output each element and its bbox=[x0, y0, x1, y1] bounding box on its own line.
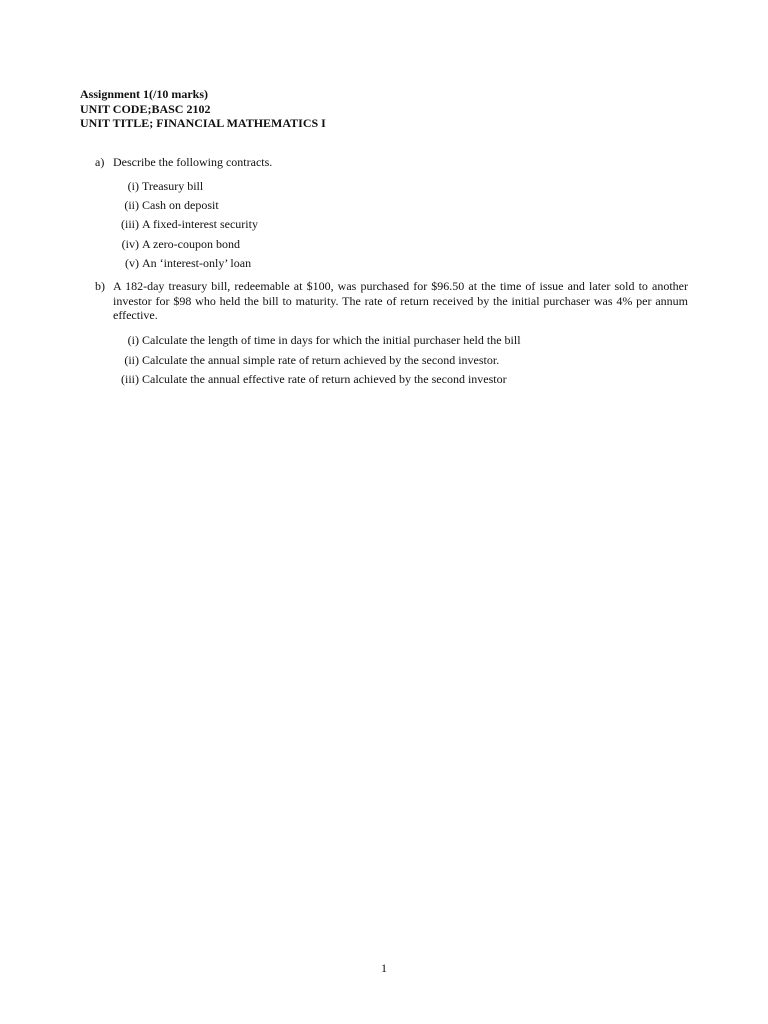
question-a bbox=[95, 155, 688, 170]
item-number: (ii) bbox=[124, 198, 139, 212]
item-number: (i) bbox=[127, 333, 139, 347]
question-a-item bbox=[113, 198, 219, 213]
item-text: Cash on deposit bbox=[142, 198, 219, 212]
question-b-text: A 182-day treasury bill, redeemable at $100, was purchased for $96.50 at the time of issue and later sold to another investor for $98 who held the bill to maturity. The rate of return received by the initial purchaser was 4% per annum effective. bbox=[113, 279, 688, 322]
question-b-item bbox=[113, 333, 521, 348]
item-number: (iv) bbox=[121, 237, 139, 251]
item-number: (i) bbox=[127, 179, 139, 193]
page-number: 1 bbox=[381, 961, 387, 975]
item-text: Calculate the annual simple rate of return achieved by the second investor. bbox=[142, 353, 500, 367]
unit-code: UNIT CODE;BASC 2102 bbox=[80, 101, 211, 116]
assignment-title: Assignment 1(/10 marks) bbox=[80, 87, 208, 101]
question-b-item bbox=[113, 372, 507, 387]
item-text: A zero-coupon bond bbox=[142, 237, 240, 251]
item-number: (v) bbox=[125, 256, 139, 270]
item-text: Calculate the length of time in days for which the initial purchaser held the bill bbox=[142, 333, 521, 347]
assignment-header bbox=[80, 87, 326, 131]
question-a-text: Describe the following contracts. bbox=[113, 155, 273, 169]
question-b-label: b) bbox=[95, 279, 105, 293]
question-a-item bbox=[113, 256, 251, 271]
item-text: Treasury bill bbox=[142, 179, 204, 193]
unit-title: UNIT TITLE; FINANCIAL MATHEMATICS I bbox=[80, 116, 326, 130]
item-number: (ii) bbox=[124, 353, 139, 367]
item-number: (iii) bbox=[121, 217, 139, 231]
item-number: (iii) bbox=[121, 372, 139, 386]
item-text: An ‘interest-only’ loan bbox=[142, 256, 252, 270]
item-text: A fixed-interest security bbox=[142, 217, 258, 231]
question-b bbox=[95, 279, 688, 323]
question-a-item bbox=[113, 179, 203, 194]
question-a-label: a) bbox=[95, 155, 105, 169]
question-a-item bbox=[113, 217, 258, 232]
item-text: Calculate the annual effective rate of return achieved by the second investor bbox=[142, 372, 507, 386]
question-b-item bbox=[113, 353, 499, 368]
question-a-item bbox=[113, 237, 240, 252]
